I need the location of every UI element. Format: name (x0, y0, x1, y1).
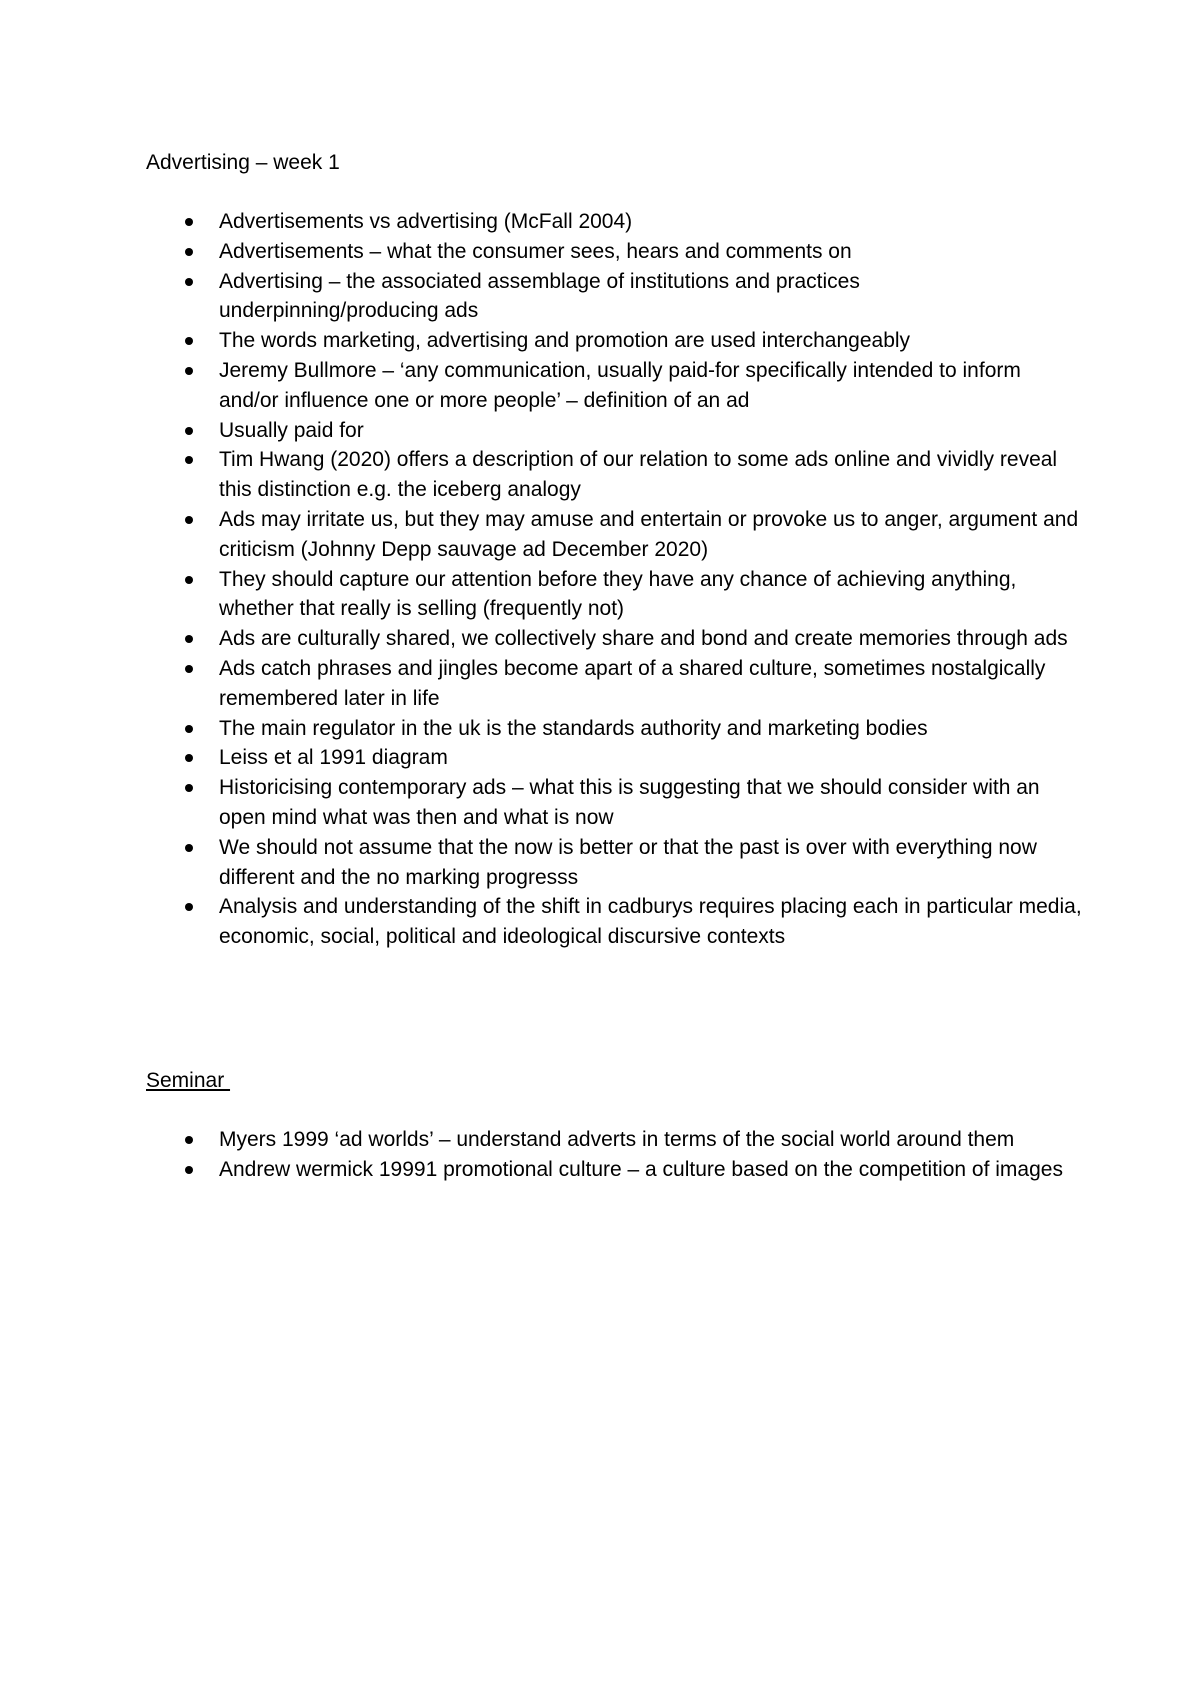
list-item (182, 714, 1082, 744)
list-item-text: Ads may irritate us, but they may amuse and entertain or provoke us to anger, argument and criticism (Johnny Depp sauvage ad December 2020) (219, 507, 1079, 561)
list-item-text: Ads catch phrases and jingles become apart of a shared culture, sometimes nostalgically remembered later in life (219, 656, 1046, 710)
bullet-icon (185, 427, 193, 435)
list-item (182, 1155, 1082, 1185)
list-item (182, 416, 1082, 446)
list-item-text: Advertising – the associated assemblage of institutions and practices underpinning/producing ads (219, 269, 860, 323)
list-item-text: We should not assume that the now is better or that the past is over with everything now different and the no marking progresss (219, 835, 1037, 889)
bullet-icon (185, 337, 193, 345)
list-item (182, 773, 1082, 833)
seminar-heading: Seminar (146, 1069, 231, 1092)
bullet-icon (185, 516, 193, 524)
list-item (182, 654, 1082, 714)
list-item-text: Andrew wermick 19991 promotional culture – a culture based on the competition of images (219, 1157, 1063, 1181)
list-item-text: Jeremy Bullmore – ‘any communication, usually paid-for specifically intended to inform and/or influence one or more people’ – definition of an ad (219, 358, 1021, 412)
bullet-icon (185, 784, 193, 792)
list-item (182, 237, 1082, 267)
list-item-text: Ads are culturally shared, we collectively share and bond and create memories through ads (219, 627, 1068, 651)
list-item (182, 892, 1082, 952)
list-item-text: Leiss et al 1991 diagram (219, 746, 448, 770)
lecture-notes-list (182, 207, 1082, 952)
list-item (182, 833, 1082, 893)
bullet-icon (185, 754, 193, 762)
bullet-icon (185, 248, 193, 256)
list-item-text: Historicising contemporary ads – what this is suggesting that we should consider with an open mind what was then and what is now (219, 776, 1040, 829)
bullet-icon (185, 576, 193, 584)
list-item-text: They should capture our attention before they have any chance of achieving anything, whether that really is selling (frequently not) (219, 567, 1017, 621)
list-item (182, 624, 1082, 654)
bullet-icon (185, 218, 193, 226)
list-item-text: Tim Hwang (2020) offers a description of our relation to some ads online and vividly reveal this distinction e.g. the iceberg analogy (219, 448, 1058, 502)
list-item (182, 565, 1082, 625)
bullet-icon (185, 456, 193, 464)
bullet-icon (185, 635, 193, 643)
list-item (182, 1125, 1082, 1155)
list-item-text: Usually paid for (219, 418, 364, 442)
list-item-text: Analysis and understanding of the shift in cadburys requires placing each in particular media, economic, social, political and ideological discursive contexts (219, 895, 1082, 949)
bullet-icon (185, 903, 193, 911)
list-item-text: The words marketing, advertising and promotion are used interchangeably (219, 329, 911, 353)
bullet-icon (185, 844, 193, 852)
page-title: Advertising – week 1 (146, 151, 340, 174)
list-item (182, 267, 1082, 327)
list-item-text: Advertisements – what the consumer sees, hears and comments on (219, 239, 852, 263)
list-item-text: The main regulator in the uk is the standards authority and marketing bodies (219, 716, 928, 740)
list-item-text: Myers 1999 ‘ad worlds’ – understand adverts in terms of the social world around them (219, 1128, 1015, 1151)
seminar-notes-list (182, 1125, 1082, 1185)
list-item (182, 445, 1082, 505)
bullet-icon (185, 1166, 193, 1174)
list-item (182, 356, 1082, 416)
bullet-icon (185, 665, 193, 673)
bullet-icon (185, 278, 193, 286)
list-item-text: Advertisements vs advertising (McFall 2004) (219, 210, 633, 233)
list-item (182, 207, 1082, 237)
bullet-icon (185, 367, 193, 375)
list-item (182, 326, 1082, 356)
list-item (182, 505, 1082, 565)
bullet-icon (185, 725, 193, 733)
bullet-icon (185, 1136, 193, 1144)
list-item (182, 743, 1082, 773)
